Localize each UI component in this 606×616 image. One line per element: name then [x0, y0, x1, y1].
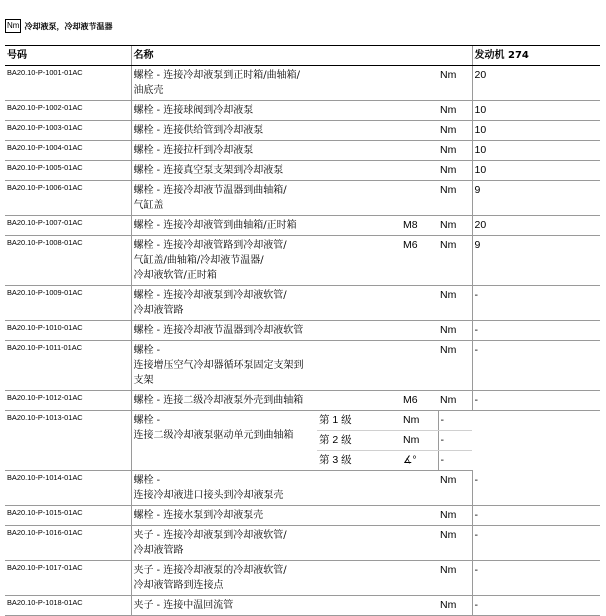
part-name [131, 596, 401, 616]
part-name [131, 121, 401, 141]
table-row [5, 121, 600, 141]
table-row [5, 561, 600, 596]
part-code: BA20.10-P-1015-01AC [5, 506, 131, 526]
part-name-line: 连接冷却液进口接头到冷却液泵壳 [133, 490, 284, 501]
part-code: BA20.10-P-1005-01AC [5, 161, 131, 181]
table-row [5, 506, 600, 526]
part-name-line: 气缸盖/曲轴箱/冷却液节温器/ [133, 255, 264, 266]
part-name-line: 螺栓 - 连接二级冷却液泵外壳到曲轴箱 [133, 395, 304, 406]
part-code: BA20.10-P-1016-01AC [5, 526, 131, 561]
part-name [131, 141, 401, 161]
unit-label: Nm [438, 471, 472, 506]
part-name-line: 螺栓 - 连接冷却液泵到冷却液软管/ [133, 290, 287, 301]
part-name-line: 螺栓 - 连接球阀到冷却液泵 [133, 105, 254, 116]
part-code: BA20.10-P-1014-01AC [5, 471, 131, 506]
table-row [5, 66, 600, 101]
torque-value: - [472, 341, 600, 391]
thread-size [401, 141, 438, 161]
unit-label: ∡° [401, 451, 438, 471]
part-name [131, 286, 401, 321]
unit-label: Nm [438, 141, 472, 161]
part-name [131, 471, 401, 506]
table-row [5, 471, 600, 506]
table-row [5, 236, 600, 286]
part-name [131, 66, 401, 101]
unit-label: Nm [438, 216, 472, 236]
stage-label: 第 3 级 [317, 451, 401, 471]
part-code: BA20.10-P-1008-01AC [5, 236, 131, 286]
torque-value: - [438, 431, 472, 451]
torque-value: 9 [472, 181, 600, 216]
torque-value: - [472, 561, 600, 596]
torque-value: 10 [472, 121, 600, 141]
torque-value: - [438, 451, 472, 471]
part-name-line: 螺栓 - 连接真空泵支架到冷却液泵 [133, 165, 284, 176]
thread-size [401, 161, 438, 181]
unit-label: Nm [438, 236, 472, 286]
torque-value: - [472, 391, 600, 411]
unit-label: Nm [438, 506, 472, 526]
part-name-line: 连接二级冷却液泵驱动单元到曲轴箱 [133, 430, 294, 441]
thread-size [401, 181, 438, 216]
torque-value: 10 [472, 161, 600, 181]
thread-size [401, 526, 438, 561]
part-name-line: 油底壳 [133, 85, 164, 96]
part-name-line: 螺栓 - 连接供给管到冷却液泵 [133, 125, 264, 136]
unit-label: Nm [438, 286, 472, 321]
part-name-line: 螺栓 - [133, 345, 161, 356]
part-code: BA20.10-P-1007-01AC [5, 216, 131, 236]
unit-label: Nm [438, 391, 472, 411]
part-code: BA20.10-P-1012-01AC [5, 391, 131, 411]
table-row [5, 596, 600, 616]
table-row [5, 181, 600, 216]
part-name-line: 螺栓 - 连接冷却液节温器到曲轴箱/ [133, 185, 287, 196]
torque-value: - [472, 526, 600, 561]
column-header-code: 号码 [5, 46, 131, 66]
part-code: BA20.10-P-1011-01AC [5, 341, 131, 391]
part-name [131, 411, 317, 471]
part-name [131, 161, 401, 181]
thread-size [401, 286, 438, 321]
table-row [5, 286, 600, 321]
part-code: BA20.10-P-1018-01AC [5, 596, 131, 616]
part-code: BA20.10-P-1009-01AC [5, 286, 131, 321]
torque-value: 9 [472, 236, 600, 286]
part-name [131, 341, 401, 391]
column-header-engine: 发动机 274 [472, 46, 600, 66]
thread-size: M6 [401, 236, 438, 286]
part-name [131, 526, 401, 561]
part-name-line: 冷却液管路 [133, 545, 184, 556]
thread-size [401, 596, 438, 616]
unit-label: Nm [438, 181, 472, 216]
part-code: BA20.10-P-1017-01AC [5, 561, 131, 596]
torque-nm-icon: Nm [5, 19, 21, 33]
part-name-line: 冷却液管路到连接点 [133, 580, 224, 591]
part-name-line: 螺栓 - 连接拉杆到冷却液泵 [133, 145, 254, 156]
part-name-line: 连接增压空气冷却器循环泵固定支架到 [133, 360, 304, 371]
part-name-line: 螺栓 - [133, 475, 161, 486]
unit-label: Nm [401, 431, 438, 451]
torque-value: - [472, 596, 600, 616]
torque-value: - [472, 471, 600, 506]
part-name-line: 螺栓 - 连接冷却液管到曲轴箱/正时箱 [133, 220, 297, 231]
part-name [131, 506, 401, 526]
part-name-line: 冷却液软管/正时箱 [133, 270, 217, 281]
table-row [5, 141, 600, 161]
thread-size [401, 101, 438, 121]
part-name-line: 夹子 - 连接中温回流管 [133, 600, 234, 611]
torque-value: - [472, 286, 600, 321]
unit-label: Nm [401, 411, 438, 431]
part-name [131, 321, 401, 341]
part-code: BA20.10-P-1003-01AC [5, 121, 131, 141]
part-code: BA20.10-P-1002-01AC [5, 101, 131, 121]
part-name [131, 236, 401, 286]
part-code: BA20.10-P-1004-01AC [5, 141, 131, 161]
stage-label: 第 1 级 [317, 411, 401, 431]
unit-label: Nm [438, 101, 472, 121]
part-name-line: 螺栓 - 连接冷却液泵到正时箱/曲轴箱/ [133, 70, 300, 81]
table-row [5, 341, 600, 391]
table-row [5, 161, 600, 181]
part-name-line: 夹子 - 连接冷却液泵到冷却液软管/ [133, 530, 287, 541]
unit-label: Nm [438, 341, 472, 391]
torque-value: 20 [472, 66, 600, 101]
unit-label: Nm [438, 66, 472, 101]
table-row [5, 321, 600, 341]
unit-label: Nm [438, 161, 472, 181]
part-name [131, 216, 401, 236]
torque-table [5, 45, 600, 616]
section-title: 冷却液泵，冷却液节温器 [24, 21, 113, 31]
part-name-line: 支架 [133, 375, 154, 386]
table-row [5, 526, 600, 561]
part-name [131, 561, 401, 596]
unit-label: Nm [438, 121, 472, 141]
thread-size [401, 561, 438, 596]
part-code: BA20.10-P-1006-01AC [5, 181, 131, 216]
table-row [5, 216, 600, 236]
thread-size: M6 [401, 391, 438, 411]
torque-value: 10 [472, 141, 600, 161]
part-name-line: 夹子 - 连接冷却液泵的冷却液软管/ [133, 565, 287, 576]
part-code: BA20.10-P-1013-01AC [5, 411, 131, 471]
unit-label: Nm [438, 526, 472, 561]
column-header-name: 名称 [131, 46, 472, 66]
torque-value: 10 [472, 101, 600, 121]
part-name-line: 螺栓 - 连接冷却液管路到冷却液管/ [133, 240, 287, 251]
torque-value: - [472, 321, 600, 341]
part-name-line: 螺栓 - 连接冷却液节温器到冷却液软管 [133, 325, 304, 336]
part-name-line: 螺栓 - 连接水泵到冷却液泵壳 [133, 510, 264, 521]
part-name [131, 391, 401, 411]
thread-size [401, 321, 438, 341]
table-row [5, 101, 600, 121]
stage-label: 第 2 级 [317, 431, 401, 451]
torque-value: - [438, 411, 472, 431]
table-row [5, 391, 600, 411]
part-code: BA20.10-P-1010-01AC [5, 321, 131, 341]
table-header-row [5, 46, 600, 66]
part-name-line: 气缸盖 [133, 200, 164, 211]
thread-size [401, 471, 438, 506]
part-name [131, 101, 401, 121]
table-row [5, 411, 600, 431]
part-code: BA20.10-P-1001-01AC [5, 66, 131, 101]
torque-value: 20 [472, 216, 600, 236]
thread-size [401, 506, 438, 526]
part-name-line: 螺栓 - [133, 415, 161, 426]
section-header [5, 18, 112, 34]
unit-label: Nm [438, 321, 472, 341]
thread-size [401, 66, 438, 101]
part-name [131, 181, 401, 216]
thread-size: M8 [401, 216, 438, 236]
unit-label: Nm [438, 596, 472, 616]
part-name-line: 冷却液管路 [133, 305, 184, 316]
thread-size [401, 341, 438, 391]
unit-label: Nm [438, 561, 472, 596]
thread-size [401, 121, 438, 141]
torque-value: - [472, 506, 600, 526]
